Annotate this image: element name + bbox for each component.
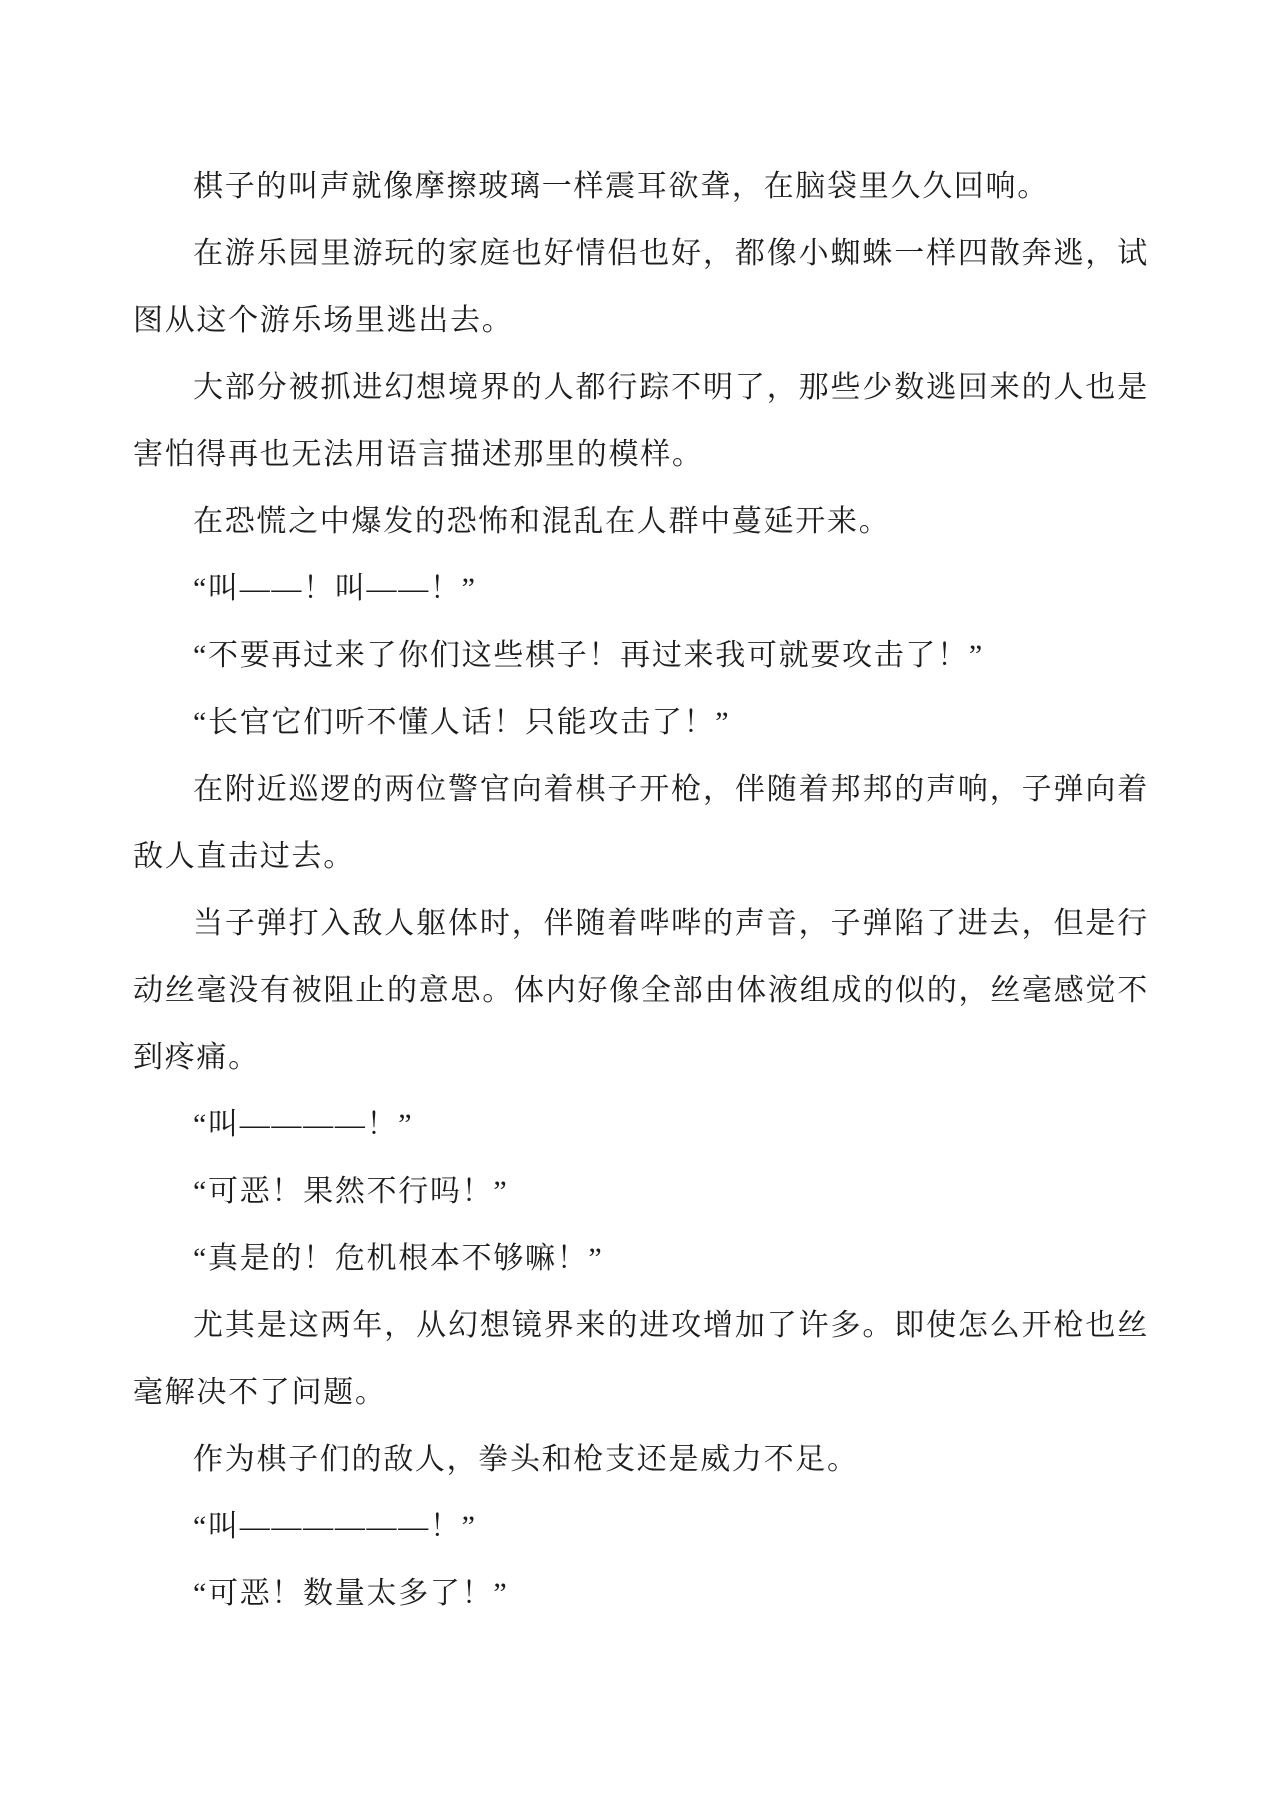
paragraph: “叫——————！” xyxy=(193,1510,477,1543)
text-column xyxy=(133,153,1149,1627)
paragraph: “可恶！数量太多了！” xyxy=(193,1577,509,1610)
paragraph: “可恶！果然不行吗！” xyxy=(193,1175,509,1208)
paragraph: 当子弹打入敌人躯体时，伴随着哔哔的声音，子弹陷了进去，但是行动丝毫没有被阻止的意思。体内好像全部由体液组成的似的，丝毫感觉不到疼痛。 xyxy=(133,907,1149,1074)
paragraph: “真是的！危机根本不够嘛！” xyxy=(193,1242,604,1275)
paragraph: 在恐慌之中爆发的恐怖和混乱在人群中蔓延开来。 xyxy=(193,505,891,538)
paragraph: 在游乐园里游玩的家庭也好情侣也好，都像小蜘蛛一样四散奔逃，试图从这个游乐场里逃出去。 xyxy=(133,237,1149,337)
paragraph: “不要再过来了你们这些棋子！再过来我可就要攻击了！” xyxy=(193,639,984,672)
paragraph: “长官它们听不懂人话！只能攻击了！” xyxy=(193,706,731,739)
paragraph: 大部分被抓进幻想境界的人都行踪不明了，那些少数逃回来的人也是害怕得再也无法用语言描述那里的模样。 xyxy=(133,371,1149,471)
paragraph: 作为棋子们的敌人，拳头和枪支还是威力不足。 xyxy=(193,1443,859,1476)
paragraph: “叫——！叫——！” xyxy=(193,572,477,605)
paragraph: 尤其是这两年，从幻想镜界来的进攻增加了许多。即使怎么开枪也丝毫解决不了问题。 xyxy=(133,1309,1149,1409)
paragraph: 在附近巡逻的两位警官向着棋子开枪，伴随着邦邦的声响，子弹向着敌人直击过去。 xyxy=(133,773,1149,873)
paragraph: 棋子的叫声就像摩擦玻璃一样震耳欲聋，在脑袋里久久回响。 xyxy=(193,170,1049,203)
paragraph: “叫————！” xyxy=(193,1108,414,1141)
